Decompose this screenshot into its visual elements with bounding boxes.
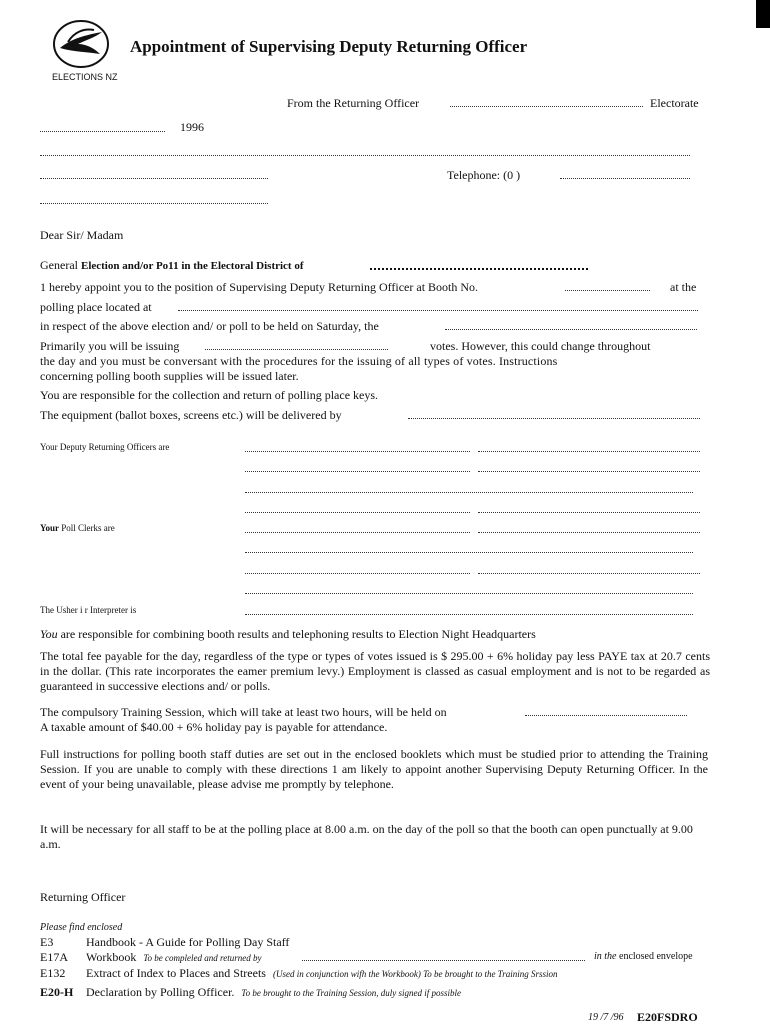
equipment-field — [408, 418, 700, 419]
envelope-note-italic: in the — [594, 951, 617, 962]
general-election-line — [40, 258, 304, 273]
collection-text: You are responsible for the collection and return of polling place keys. — [40, 388, 379, 402]
primarily-start: Primarily you will be issuing — [40, 339, 180, 353]
enclosure-title: Declaration by Polling Officer. — [86, 985, 235, 999]
logo-text: ELECTIONS NZ — [52, 72, 118, 82]
logo-emblem-icon — [50, 18, 112, 70]
deputy-field-1a — [245, 451, 470, 452]
appointment-line-end: at the — [670, 280, 697, 294]
elections-nz-logo — [50, 18, 112, 70]
deputy-officers-label: Your Deputy Returning Officers are — [40, 442, 170, 452]
enclosure-e17a — [40, 950, 261, 965]
clerk-field-4 — [245, 593, 693, 594]
equipment-text: The equipment (ballot boxes, screens etc.) will be delivered by — [40, 408, 342, 422]
clerk-field-2 — [245, 552, 693, 553]
salutation: Dear Sir/ Madam — [40, 228, 124, 242]
deputy-field-2a — [245, 471, 470, 472]
enclosure-code: E20-H — [40, 985, 74, 999]
enclosure-note: (Used in conjunction wifh the Workbook) To be brought to the Training Srssion — [272, 969, 558, 979]
year-text: 1996 — [180, 120, 204, 134]
instructions-paragraph: Full instructions for polling booth staff duties are set out in the enclosed booklets which must be studied prior to attending the Training Session. If you are unable to comply with these directions 1 am likely to appoint another Supervising Deputy Returning Officer. In the event of your being unavailable, please advise me promptly by telephone. — [40, 747, 708, 791]
date-field — [40, 131, 165, 132]
workbook-return-date-field — [302, 960, 585, 961]
enclosure-title: Extract of Index to Places and Streets — [86, 966, 266, 980]
enclosure-code: E17A — [40, 950, 68, 964]
electorate-label: Electorate — [650, 96, 699, 110]
envelope-note-text: enclosed envelope — [619, 951, 693, 962]
primarily-line-2: the day and you must be conversant with the procedures for the issuing of all types of votes. Instructions — [40, 354, 558, 368]
polling-place-field — [178, 310, 698, 311]
telephone-label: Telephone: (0 ) — [447, 168, 521, 182]
address-line-1 — [40, 155, 690, 156]
votes-type-field — [205, 349, 388, 350]
enclosure-title: Workbook — [86, 950, 137, 964]
responsible-line — [40, 627, 536, 642]
page-title: Appointment of Supervising Deputy Returning Officer — [130, 37, 528, 56]
enclosure-note: To be brought to the Training Session, duly signed if possible — [241, 988, 462, 998]
poll-clerks-label-line — [40, 523, 115, 533]
poll-clerks-label: Poll Clerks are — [61, 523, 115, 533]
training-line-1: The compulsory Training Session, which will take at least two hours, will be held on — [40, 705, 447, 719]
poll-clerks-your: Your — [40, 523, 60, 533]
form-code: E20FSDRO — [637, 1010, 698, 1024]
clerk-field-1b — [478, 532, 700, 533]
enclosure-title: Handbook - A Guide for Polling Day Staff — [86, 935, 290, 949]
usher-field — [245, 614, 693, 615]
booth-number-field — [565, 290, 650, 291]
workbook-envelope-note — [594, 951, 693, 962]
training-date-field — [525, 715, 687, 716]
enclosure-e132 — [40, 966, 557, 981]
staff-time-paragraph: It will be necessary for all staff to be at the polling place at 8.00 a.m. on the day of the poll so that the booth can open punctually at 9.00 a.m. — [40, 822, 693, 851]
poll-date-label: in respect of the above election and/ or poll to be held on Saturday, the — [40, 319, 379, 333]
responsible-you: You — [40, 627, 58, 641]
enclosure-code: E132 — [40, 966, 66, 980]
enclosure-code: E3 — [40, 935, 54, 949]
poll-date-field — [445, 329, 697, 330]
deputy-field-4b — [478, 512, 700, 513]
deputy-field-3 — [245, 492, 693, 493]
enclosure-e3 — [40, 935, 289, 950]
fee-paragraph: The total fee payable for the day, regardless of the type or types of votes issued is $ 295.00 + 6% holiday pay less PAYE tax at 20.7 cents in the dollar. (This rate incorporates the eamer premium levy.) Employment is classed as casual employment and is not to be regarded as guaranteed in successive elections and/ or polls. — [40, 649, 710, 693]
deputy-field-4a — [245, 512, 470, 513]
general-election-bold: Election and/or Po11 in the Electoral District of — [80, 260, 304, 272]
responsible-rest: are responsible for combining booth results and telephoning results to Election Night Headquarters — [60, 627, 536, 641]
appointment-line: 1 hereby appoint you to the position of Supervising Deputy Returning Officer at Booth No. — [40, 280, 479, 294]
deputy-field-2b — [478, 471, 700, 472]
primarily-line-3: concerning polling booth supplies will be issued later. — [40, 369, 299, 383]
usher-label: The Usher i r Interpreter is — [40, 605, 137, 615]
polling-place-label: polling place located at — [40, 300, 152, 314]
general-prefix: General — [40, 258, 78, 272]
clerk-field-3b — [478, 573, 700, 574]
from-label: From the Returning Officer — [287, 96, 420, 110]
telephone-field — [560, 178, 690, 179]
primarily-rest: votes. However, this could change throughout — [430, 339, 651, 353]
please-find-enclosed: Please find enclosed — [40, 922, 123, 933]
clerk-field-3a — [245, 573, 470, 574]
enclosure-note: To be compleled and returned by — [143, 953, 262, 963]
enclosure-e20h — [40, 985, 461, 1000]
deputy-field-1b — [478, 451, 700, 452]
scan-corner-mark — [756, 0, 770, 28]
electoral-district-field — [370, 268, 588, 270]
address-line-2 — [40, 178, 268, 179]
training-line-2: A taxable amount of $40.00 + 6% holiday pay is payable for attendance. — [40, 720, 388, 734]
signature-title: Returning Officer — [40, 890, 126, 904]
footer-date: 19 /7 /96 — [588, 1012, 624, 1023]
returning-officer-field — [450, 106, 643, 107]
address-line-3 — [40, 203, 268, 204]
clerk-field-1a — [245, 532, 470, 533]
